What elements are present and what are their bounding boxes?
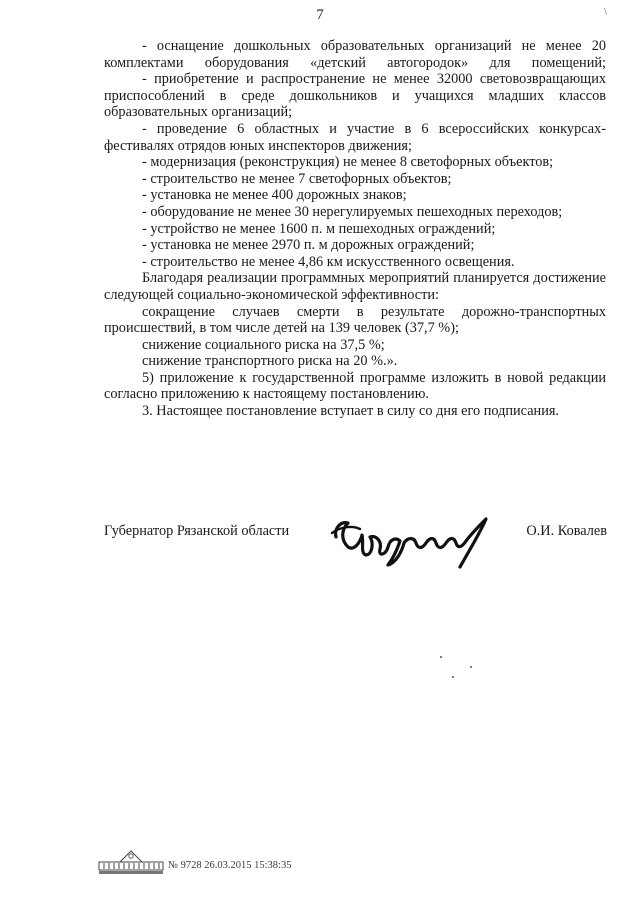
paragraph-equipment-kits: - оснащение дошкольных образовательных организаций не менее 20 комплектами оборудования «детский автогородок» для помещений; [104,38,606,71]
scan-speck [470,666,472,668]
paragraph-contests: - проведение 6 областных и участие в 6 всероссийских конкурсах-фестивалях отрядов юных инспекторов движения; [104,120,606,154]
paragraph-traffic-lights: - строительство не менее 7 светофорных объектов; [142,170,452,187]
signature-block [104,515,607,585]
paragraph-road-signs: - установка не менее 400 дорожных знаков; [142,187,407,204]
paragraph-road-fences: - установка не менее 2970 п. м дорожных ограждений; [142,237,475,254]
paragraph-appendix: 5) приложение к государственной программе изложить в новой редакции согласно приложению к настоящему постановлению. [104,369,606,403]
registration-footer [98,848,418,878]
corner-mark: \ [604,6,608,18]
paragraph-reflectors: - приобретение и распространение не менее 32000 световозвращающих приспособлений в среде дошкольников и учащихся младших классов образовательных организаций; [104,71,606,121]
paragraph-lighting: - строительство не менее 4,86 км искусственного освещения. [142,253,515,270]
scan-speck [440,656,442,658]
paragraph-effective-date: 3. Настоящее постановление вступает в силу со дня его подписания. [142,403,559,420]
signatory-post: Губернатор Рязанской области [104,523,290,539]
paragraph-social-risk: снижение социального риска на 37,5 %; [142,336,385,353]
registration-stamp: № 9728 26.03.2015 15:38:35 [168,860,292,871]
paragraph-pedestrian-fences: - устройство не менее 1600 п. м пешеходных ограждений; [142,220,496,237]
paragraph-modernization: - модернизация (реконструкция) не менее 8 светофорных объектов; [142,154,554,171]
document-body [104,38,606,420]
scan-speck [452,676,454,678]
paragraph-crossings: - оборудование не менее 30 нерегулируемых пешеходных переходов; [142,203,563,220]
paragraph-death-reduction: сокращение случаев смерти в результате дорожно-транспортных происшествий, в том числе детей на 139 человек (37,7 %); [104,303,606,337]
paragraph-transport-risk: снижение транспортного риска на 20 %.». [142,353,398,370]
handwritten-signature [330,507,508,573]
page-number: 7 [316,7,324,23]
government-building-logo [98,848,164,876]
signatory-name: О.И. Ковалев [526,523,607,539]
paragraph-efficiency-intro: Благодаря реализации программных мероприятий планируется достижение следующей социально-экономической эффективности: [104,270,606,303]
